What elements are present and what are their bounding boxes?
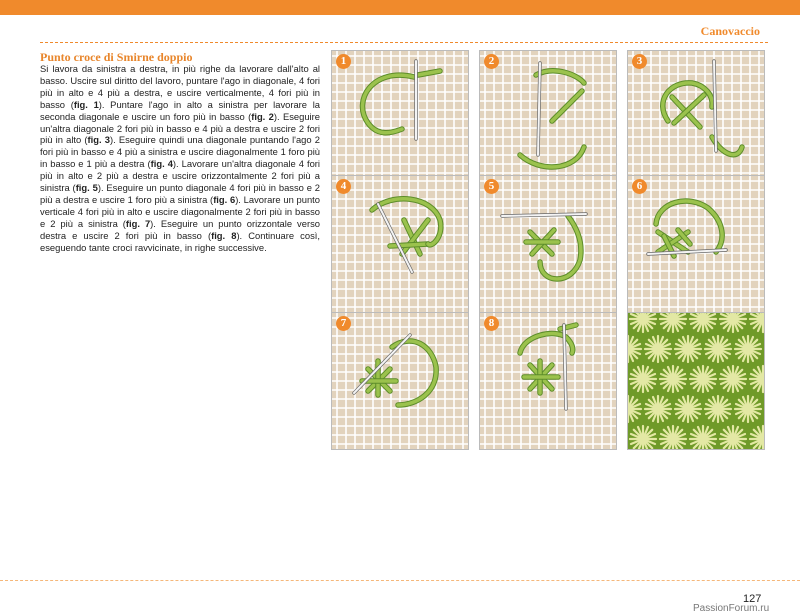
body-text-run: ). Lavorare un'altra diagonale 4 fori più in alto e 2 più a destra e uscire orizzontalmente 2 fori più a sinistra ( — [40, 158, 320, 194]
page-number: 127 — [743, 593, 762, 605]
top-accent-bar — [0, 0, 800, 15]
figure-number: 5 — [484, 179, 499, 194]
figure-number: 8 — [484, 316, 499, 331]
body-text-run: ). Eseguire un punto diagonale 4 fori più in basso e 2 più a destra e uscire 1 foro più a sinistra ( — [40, 182, 321, 205]
body-text-run: ). Eseguire quindi una diagonale puntando l'ago 2 fori più in basso e 4 più a sinistra e uscire diagonalmente 1 foro più in basso e 1 più a destra ( — [40, 134, 320, 170]
figure-5 — [479, 175, 617, 313]
figure-reference: fig. 7 — [125, 217, 151, 229]
body-text-run: ). Eseguire un'altra diagonale 2 fori più in basso e 4 più a destra e uscire 2 fori più in alto ( — [40, 110, 320, 146]
figure-number: 7 — [336, 316, 351, 331]
body-text-run: ). Eseguire un punto orizzontale verso destra e uscire 2 fori più in basso ( — [40, 217, 320, 241]
body-text-run: ). Puntare l'ago in alto a sinistra per lavorare la seconda diagonale e uscire un foro più in basso ( — [40, 98, 320, 122]
figure-reference: fig. 3 — [87, 134, 110, 146]
figure-number: 4 — [336, 179, 351, 194]
figure-number: 6 — [632, 179, 647, 194]
body-text-run: ). Lavorare un punto verticale 4 fori più in alto e uscire diagonalmente 2 fori più in basso e 2 più a sinistra ( — [40, 193, 320, 229]
needle — [502, 214, 586, 216]
figure-4 — [331, 175, 469, 313]
figure-reference: fig. 6 — [213, 193, 236, 205]
needle — [714, 61, 716, 151]
figure-reference: fig. 8 — [211, 229, 237, 241]
figure-7 — [331, 312, 469, 450]
article-body — [40, 63, 320, 254]
figure-reference: fig. 4 — [150, 158, 173, 170]
figure-3 — [627, 50, 765, 188]
body-text-run: Si lavora da sinistra a destra, in più righe da lavorare dall'alto al basso. Uscire sul diritto del lavoro, puntare l'ago in diagonale, 4 fori più in alto e 4 più a destra, e uscire verticalmente, 4 fori più in basso ( — [40, 63, 320, 110]
figure-2 — [479, 50, 617, 188]
body-text-run: ). Continuare così, eseguendo tante croci ravvicinate, in righe successive. — [40, 229, 320, 253]
watermark: PassionForum.ru — [693, 603, 770, 614]
article-title: Punto croce di Smirne doppio — [40, 50, 193, 64]
header-divider — [40, 42, 768, 43]
footer-divider — [0, 580, 800, 581]
figure-1 — [331, 50, 469, 188]
figure-number: 2 — [484, 54, 499, 69]
figure-reference: fig. 1 — [73, 98, 99, 110]
needle — [564, 325, 566, 409]
figure-number: 1 — [336, 54, 351, 69]
figure-finished-sample — [627, 312, 765, 450]
figure-8 — [479, 312, 617, 450]
needle — [538, 63, 540, 155]
section-title: Canovaccio — [700, 24, 760, 38]
figure-reference: fig. 5 — [75, 182, 98, 194]
figure-reference: fig. 2 — [251, 110, 274, 122]
figure-6 — [627, 175, 765, 313]
figure-number: 3 — [632, 54, 647, 69]
thread — [390, 244, 428, 246]
